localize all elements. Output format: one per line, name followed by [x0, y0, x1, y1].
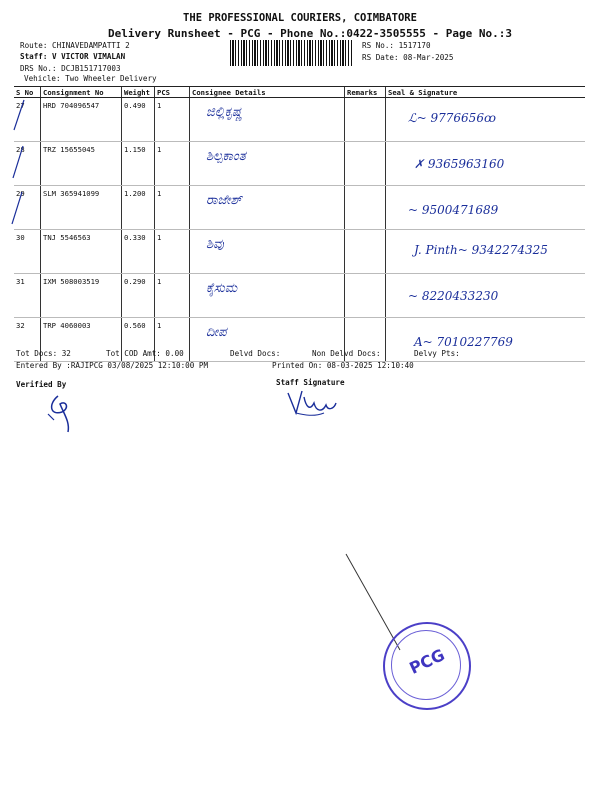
pcs-cell: 1 — [155, 186, 190, 230]
consignee-cell — [190, 186, 345, 230]
consignee-handwriting: ದೀಪ — [206, 325, 227, 340]
consignment-no-cell: TRZ 15655045 — [41, 142, 122, 186]
consignee-cell — [190, 142, 345, 186]
pcg-seal-stamp — [383, 622, 471, 710]
staff-signature-scribble — [284, 385, 344, 420]
signature-cell — [386, 142, 586, 186]
printed-on: Printed On: 08-03-2025 12:10:40 — [272, 361, 414, 370]
sno-cell: 27 — [14, 98, 41, 142]
sno-cell: 30 — [14, 230, 41, 274]
signature-cell — [386, 186, 586, 230]
weight-cell: 0.330 — [122, 230, 155, 274]
remarks-cell — [345, 274, 386, 318]
barcode — [230, 40, 352, 66]
consignment-no-cell: IXM 508003519 — [41, 274, 122, 318]
company-name: THE PROFESSIONAL COURIERS, COIMBATORE — [183, 12, 417, 24]
signature-handwriting: ~ 8220433230 — [408, 289, 499, 303]
sno-cell: 29 — [14, 186, 41, 230]
signature-handwriting: ℒ~ 9776656ꝏ — [408, 111, 496, 125]
consignee-handwriting: ಕೈಸುಮ — [206, 281, 238, 296]
vehicle: Vehicle: Two Wheeler Delivery — [24, 74, 157, 83]
staff: Staff: V VICTOR VIMALAN — [20, 52, 126, 61]
consignment-no-cell: HRD 704096547 — [41, 98, 122, 142]
signature-cell — [386, 230, 586, 274]
sno-tick-marks — [10, 96, 40, 236]
delivered-docs: Delvd Docs: — [230, 349, 281, 358]
weight-cell: 0.490 — [122, 98, 155, 142]
pcs-cell: 1 — [155, 142, 190, 186]
total-docs: Tot Docs: 32 — [16, 349, 71, 358]
table-row — [14, 142, 585, 186]
rs-date: RS Date: 08-Mar-2025 — [362, 53, 454, 62]
total-cod-amount: Tot COD Amt: 0.00 — [106, 349, 184, 358]
table-row — [14, 274, 585, 318]
sno-cell: 31 — [14, 274, 41, 318]
col-consignee: Consignee Details — [190, 87, 345, 98]
signature-handwriting: A~ 7010227769 — [414, 335, 513, 349]
weight-cell: 0.290 — [122, 274, 155, 318]
col-remarks: Remarks — [345, 87, 386, 98]
remarks-cell — [345, 186, 386, 230]
consignment-no-cell: SLM 365941099 — [41, 186, 122, 230]
verified-by-signature — [40, 390, 90, 435]
route: Route: CHINAVEDAMPATTI 2 — [20, 41, 130, 50]
sno-cell: 28 — [14, 142, 41, 186]
weight-cell: 1.150 — [122, 142, 155, 186]
weight-cell: 1.200 — [122, 186, 155, 230]
table-row — [14, 98, 585, 142]
pcs-cell: 1 — [155, 274, 190, 318]
pcs-cell: 1 — [155, 98, 190, 142]
consignment-no-cell: TNJ 5546563 — [41, 230, 122, 274]
consignee-cell — [190, 98, 345, 142]
consignee-cell — [190, 230, 345, 274]
signature-handwriting: J. Pinth~ 9342274325 — [414, 243, 548, 257]
col-signature: Seal & Signature — [386, 87, 586, 98]
signature-cell — [386, 98, 586, 142]
sno-cell: 32 — [14, 318, 41, 362]
remarks-cell — [345, 230, 386, 274]
table-row — [14, 230, 585, 274]
delivery-points: Delvy Pts: — [414, 349, 460, 358]
consignee-handwriting: ಶಿಲ್ಪಕಾಂತ — [206, 149, 246, 164]
remarks-cell — [345, 98, 386, 142]
consignee-cell — [190, 274, 345, 318]
consignee-handwriting: ಶಿವು — [206, 237, 224, 252]
weight-cell: 0.560 — [122, 318, 155, 362]
staff-signature-label: Staff Signature — [276, 378, 345, 387]
signature-handwriting: ~ 9500471689 — [408, 203, 499, 217]
signature-handwriting: ✗ 9365963160 — [414, 157, 505, 171]
signature-cell — [386, 274, 586, 318]
non-delivered-docs: Non Delvd Docs: — [312, 349, 381, 358]
consignee-handwriting: ರಾಜೇಶ್ — [206, 193, 242, 208]
remarks-cell — [345, 142, 386, 186]
drs-number: DRS No.: DCJB151717003 — [20, 64, 121, 73]
entered-by: Entered By :RAJIPCG 03/08/2025 12:10:00 PM — [16, 361, 209, 370]
table-row — [14, 318, 585, 362]
table-row — [14, 186, 585, 230]
stamp-text: PCG — [406, 645, 448, 678]
rs-number: RS No.: 1517170 — [362, 41, 431, 50]
runsheet-table — [14, 86, 585, 362]
col-consignment: Consignment No — [41, 87, 122, 98]
consignment-no-cell: TRP 4060003 — [41, 318, 122, 362]
pcs-cell: 1 — [155, 318, 190, 362]
verified-by-label: Verified By — [16, 380, 67, 389]
pcs-cell: 1 — [155, 230, 190, 274]
col-pcs: PCS — [155, 87, 190, 98]
col-sno: S No — [14, 87, 41, 98]
runsheet-title: Delivery Runsheet - PCG - Phone No.:0422-3505555 - Page No.:3 — [108, 27, 512, 40]
table-header-row — [14, 87, 585, 98]
col-weight: Weight — [122, 87, 155, 98]
consignee-handwriting: ಜಿಲ್ಲಿಕೃಷ್ಣ — [206, 105, 243, 120]
